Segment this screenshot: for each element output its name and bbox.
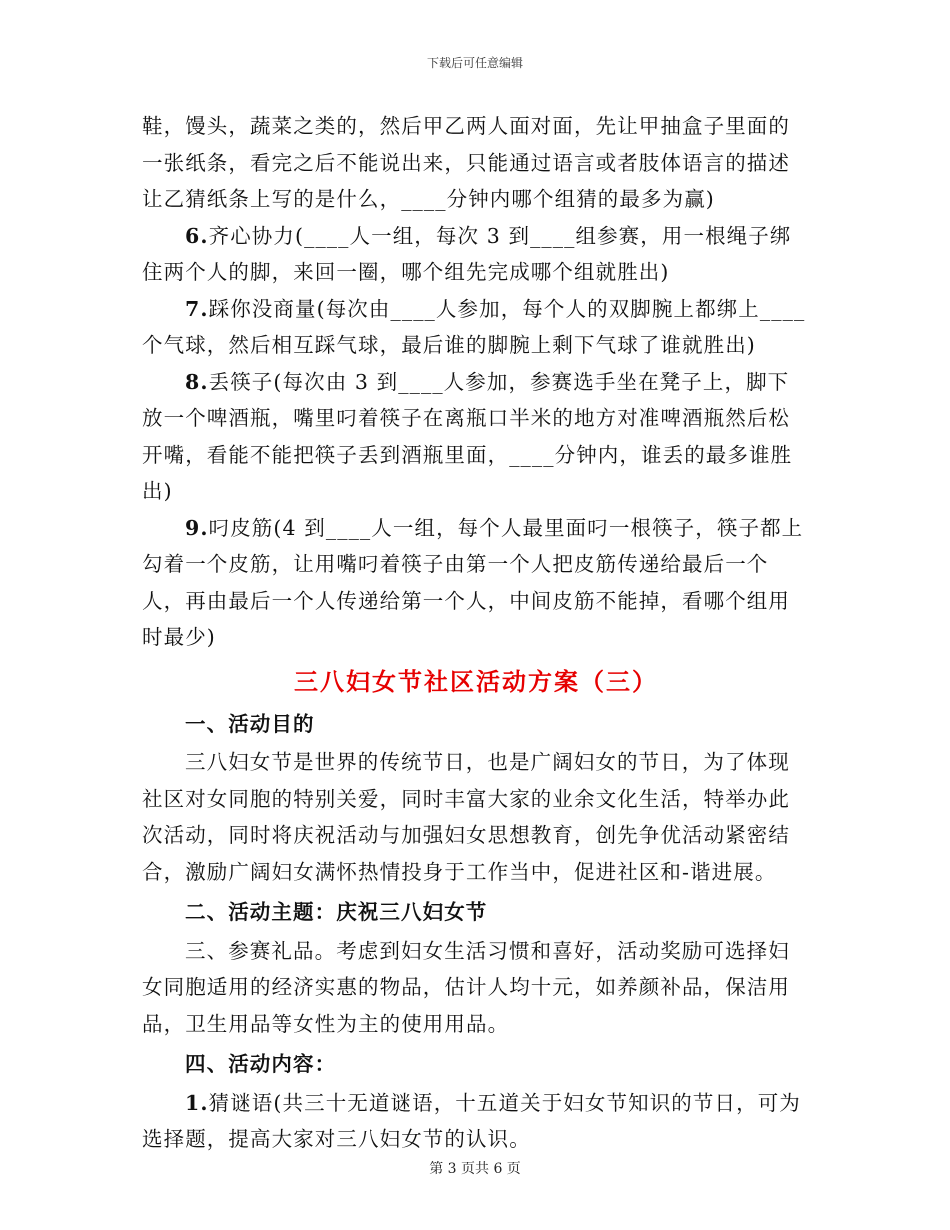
- list-item-8: [142, 364, 810, 510]
- page-header: 下载后可任意编辑: [426, 56, 523, 70]
- list-item-text: 丢筷子(每次由 3 到____人参加，参赛选手坐在凳子上，脚下放一个啤酒瓶，嘴里叼着筷子在离瓶口半米的地方对准啤酒瓶然后松开嘴，看能不能把筷子丢到酒瓶里面，____分钟内，谁丢的最多谁胜出): [142, 369, 793, 503]
- list-item-1: [142, 1085, 810, 1158]
- list-number: 1.: [185, 1090, 209, 1115]
- list-item-text: 踩你没商量(每次由____人参加，每个人的双脚腕上都绑上____个气球，然后相互踩气球，最后谁的脚腕上剩下气球了谁就胜出): [142, 296, 806, 357]
- list-item-9: [142, 510, 810, 656]
- list-number: 8.: [185, 369, 209, 394]
- paragraph-purpose: 三八妇女节是世界的传统节日，也是广阔妇女的节日，为了体现社区对女同胞的特别关爱，同时丰富大家的业余文化生活，特举办此次活动，同时将庆祝活动与加强妇女思想教育，创先争优活动紧密结合，激励广阔妇女满怀热情投身于工作当中，促进社区和-谐进展。: [142, 750, 790, 884]
- list-item-text: 叼皮筋(4 到____人一组，每个人最里面叼一根筷子，筷子都上勾着一个皮筋，让用嘴叼着筷子由第一个人把皮筋传递给最后一个人，再由最后一个人传递给第一个人，中间皮筋不能掉，看哪个组用时最少): [142, 515, 804, 649]
- heading-content: 四、活动内容：: [185, 1052, 337, 1076]
- list-item-text: 齐心协力(____人一组，每次 3 到____组参赛，用一根绳子绑住两个人的脚，来回一圈，哪个组先完成哪个组就胜出): [142, 223, 792, 284]
- heading-purpose: 一、活动目的: [185, 711, 315, 736]
- heading-theme: 二、活动主题：庆祝三八妇女节: [185, 900, 488, 924]
- list-number: 7.: [185, 296, 209, 321]
- list-item-7: [142, 291, 810, 364]
- list-number: 9.: [185, 515, 209, 540]
- paragraph-prizes: 三、参赛礼品。考虑到妇女生活习惯和喜好，活动奖励可选择妇女同胞适用的经济实惠的物品，估计人均十元，如养颜补品，保洁用品，卫生用品等女性为主的使用用品。: [142, 938, 790, 1036]
- section-title: 三八妇女节社区活动方案（三）: [294, 666, 658, 696]
- paragraph-continuation: 鞋，馒头，蔬菜之类的，然后甲乙两人面对面，先让甲抽盒子里面的一张纸条，看完之后不能说出来，只能通过语言或者肢体语言的描述让乙猜纸条上写的是什么，____分钟内哪个组猜的最多为赢): [142, 114, 790, 211]
- list-item-text: 猜谜语(共三十无道谜语，十五道关于妇女节知识的节日，可为选择题，提高大家对三八妇女节的认识。: [142, 1090, 801, 1151]
- list-item-6: [142, 218, 810, 291]
- page-footer: 第 3 页共 6 页: [429, 1161, 521, 1177]
- list-number: 6.: [185, 223, 209, 248]
- document-body: [142, 108, 810, 1158]
